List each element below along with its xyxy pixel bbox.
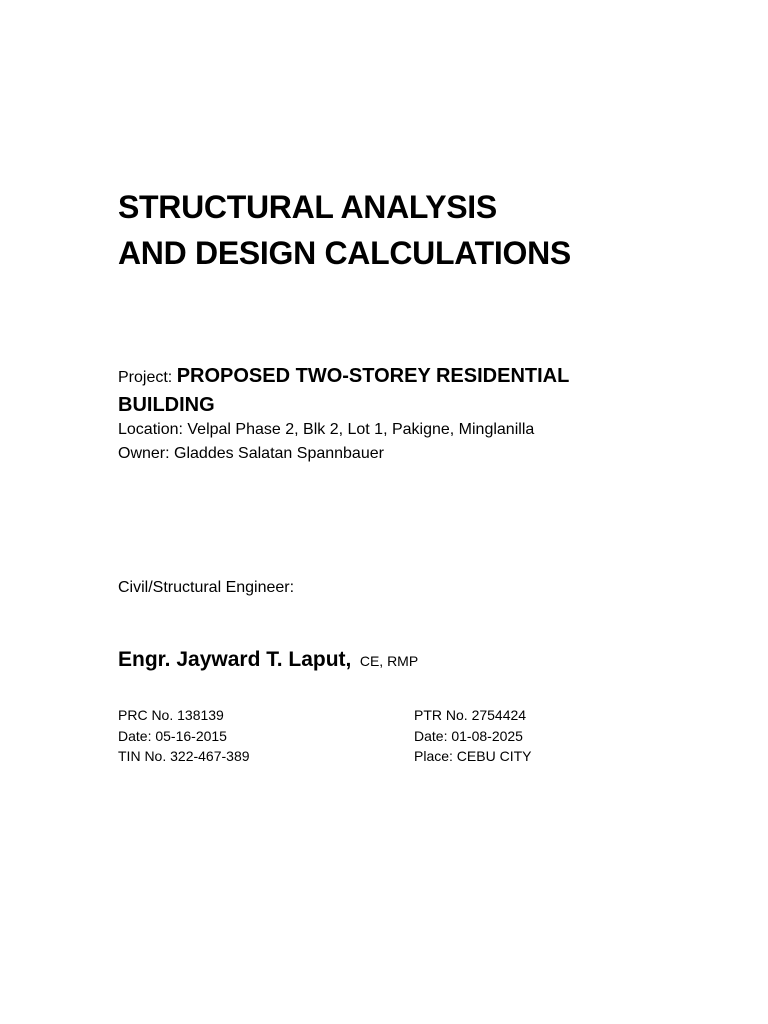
- title-line-2: AND DESIGN CALCULATIONS: [118, 235, 571, 271]
- project-label: Project:: [118, 369, 177, 386]
- credentials-left: [118, 705, 250, 767]
- project-owner: Owner: Gladdes Salatan Spannbauer: [118, 445, 384, 462]
- project-line: [118, 362, 588, 392]
- ptr-place: Place: CEBU CITY: [414, 748, 532, 764]
- tin-number: TIN No. 322-467-389: [118, 748, 250, 764]
- credentials-right: [414, 705, 531, 767]
- ptr-number: PTR No. 2754424: [414, 707, 527, 723]
- ptr-date: Date: 01-08-2025: [414, 727, 523, 744]
- project-location: Location: Velpal Phase 2, Blk 2, Lot 1, Pakigne, Minglanilla: [118, 421, 535, 438]
- project-info: [118, 362, 588, 466]
- project-name: PROPOSED TWO-STOREY RESIDENTIAL: [176, 365, 570, 387]
- document-title: [118, 184, 571, 276]
- prc-date: Date: 05-16-2015: [118, 727, 227, 744]
- engineer-label: Civil/Structural Engineer:: [118, 579, 295, 596]
- prc-number: PRC No. 138139: [118, 707, 224, 723]
- engineer-credentials: CE, RMP: [359, 653, 419, 669]
- project-name-continued: BUILDING: [118, 394, 215, 416]
- engineer-name: Engr. Jayward T. Laput,: [118, 648, 352, 671]
- engineer-signature-block: [118, 648, 418, 672]
- title-line-1: STRUCTURAL ANALYSIS: [118, 189, 497, 225]
